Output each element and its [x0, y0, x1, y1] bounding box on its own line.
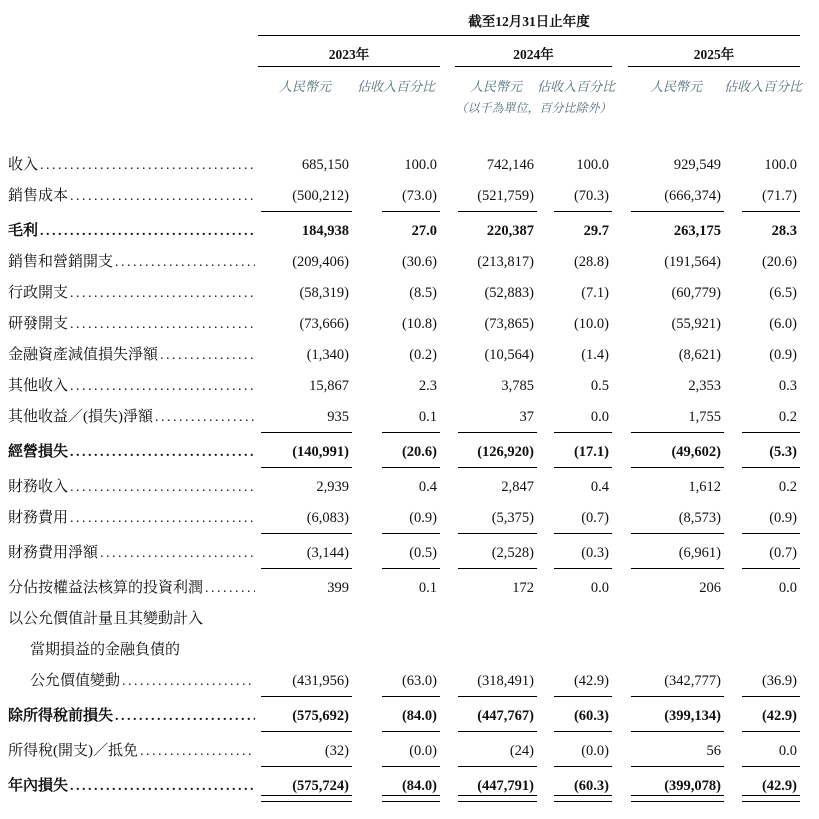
value-cell: (0.9): [769, 347, 797, 363]
row-label-text: 當期損益的金融負債的: [30, 642, 181, 658]
row-label-text: 研發開支: [8, 316, 69, 332]
dotted-leader: [115, 701, 255, 732]
value-cell: (431,956): [258, 666, 352, 697]
value-cell: (209,406): [292, 254, 349, 270]
col-header-amount-2025: 人民幣元: [649, 79, 702, 94]
column-headers-row: [8, 76, 803, 95]
value-cell: (5,375): [455, 503, 537, 534]
table-row: [8, 736, 800, 767]
row-label: [8, 472, 258, 503]
dotted-leader: [70, 371, 255, 402]
value-cell: (191,564): [664, 254, 721, 270]
value-cell: (500,212): [258, 181, 352, 212]
value-cell: (17.1): [537, 437, 612, 468]
row-label: [8, 604, 258, 635]
row-label-text: 其他收益／(損失)淨額: [8, 409, 153, 425]
table-row: [8, 771, 800, 802]
value-cell: 263,175: [673, 223, 721, 239]
value-cell: (0.9): [724, 503, 800, 534]
value-cell: (342,777): [628, 666, 724, 697]
value-cell: 15,867: [309, 378, 349, 394]
row-label: [8, 309, 258, 340]
row-label: [8, 402, 258, 433]
value-cell: (0.5): [352, 538, 440, 569]
value-cell: (1,340): [306, 347, 349, 363]
year-header-2024: 2024年: [455, 43, 612, 67]
value-cell: 184,938: [301, 223, 349, 239]
row-label-text: 分佔按權益法核算的投資利潤: [8, 580, 204, 596]
value-cell: 2,353: [688, 378, 721, 394]
dotted-leader: [155, 402, 255, 433]
value-cell: (52,883): [484, 285, 534, 301]
row-label: [8, 371, 258, 402]
value-cell: (0.9): [352, 503, 440, 534]
table-row: [8, 309, 800, 340]
table-header: [8, 10, 803, 116]
year-header-2023: 2023年: [258, 43, 440, 67]
value-cell: 0.3: [778, 378, 797, 394]
value-cell: 56: [628, 736, 724, 767]
dotted-leader: [115, 247, 255, 278]
value-cell: 2.3: [418, 378, 437, 394]
value-cell: (73,865): [484, 316, 534, 332]
table-row: [8, 278, 800, 309]
row-label-text: 毛利: [8, 223, 39, 239]
value-cell: (71.7): [724, 181, 800, 212]
value-cell: (60,779): [671, 285, 721, 301]
table-row: [8, 437, 800, 468]
value-cell: (3,144): [258, 538, 352, 569]
value-cell: (6,083): [258, 503, 352, 534]
table-row: [8, 666, 800, 697]
row-label: [8, 771, 258, 802]
value-cell: (60.3): [537, 701, 612, 732]
value-cell: (20.6): [352, 437, 440, 468]
value-cell: (0.2): [409, 347, 437, 363]
value-cell: (8,621): [678, 347, 721, 363]
value-cell: 0.0: [778, 580, 797, 596]
value-cell: (7.1): [581, 285, 609, 301]
col-header-amount-2023: 人民幣元: [278, 79, 331, 94]
value-cell: (521,759): [455, 181, 537, 212]
value-cell: (10.0): [573, 316, 609, 332]
value-cell: 1,612: [688, 479, 721, 495]
row-label: [8, 247, 258, 278]
value-cell: 27.0: [411, 223, 437, 239]
row-label: [8, 736, 258, 767]
value-cell: (2,528): [455, 538, 537, 569]
row-label-text: 銷售成本: [8, 188, 69, 204]
value-cell: (575,724): [258, 771, 352, 802]
value-cell: (63.0): [352, 666, 440, 697]
value-cell: (6,961): [628, 538, 724, 569]
value-cell: (447,791): [455, 771, 537, 802]
dotted-leader: [40, 216, 255, 247]
value-cell: (10.8): [401, 316, 437, 332]
value-cell: 2,939: [316, 479, 349, 495]
value-cell: (28.8): [573, 254, 609, 270]
dotted-leader: [140, 736, 255, 767]
value-cell: (0.0): [352, 736, 440, 767]
income-statement-table-body: [8, 150, 800, 802]
value-cell: (213,817): [477, 254, 534, 270]
row-label-text: 行政開支: [8, 285, 69, 301]
value-cell: (24): [455, 736, 537, 767]
row-label-text: 年內損失: [8, 778, 69, 794]
table-row: [8, 181, 800, 212]
row-label: [8, 340, 258, 371]
value-cell: (399,078): [628, 771, 724, 802]
value-cell: 0.0: [724, 736, 800, 767]
row-label: [8, 437, 258, 468]
dotted-leader: [70, 437, 255, 468]
dotted-leader: [122, 666, 255, 697]
value-cell: 172: [512, 580, 534, 596]
dotted-leader: [70, 181, 255, 212]
row-label: [8, 150, 258, 181]
value-cell: (5.3): [724, 437, 800, 468]
row-label-text: 財務費用淨額: [8, 545, 99, 561]
value-cell: (399,134): [628, 701, 724, 732]
value-cell: (84.0): [352, 701, 440, 732]
table-row: [8, 604, 800, 635]
value-cell: (58,319): [299, 285, 349, 301]
value-cell: (0.0): [537, 736, 612, 767]
row-label-text: 公允價值變動: [30, 673, 121, 689]
value-cell: 0.2: [724, 402, 800, 433]
dotted-leader: [205, 573, 255, 604]
value-cell: 399: [327, 580, 349, 596]
value-cell: (55,921): [671, 316, 721, 332]
value-cell: (8.5): [409, 285, 437, 301]
value-cell: 28.3: [771, 223, 797, 239]
table-row: [8, 402, 800, 433]
value-cell: (0.3): [537, 538, 612, 569]
table-row: [8, 150, 800, 181]
unit-note-row: [8, 95, 800, 116]
table-row: [8, 701, 800, 732]
value-cell: (0.7): [537, 503, 612, 534]
value-cell: (447,767): [455, 701, 537, 732]
table-row: [8, 573, 800, 604]
row-label: [8, 278, 258, 309]
row-label-text: 以公允價值計量且其變動計入: [8, 611, 204, 627]
table-row: [8, 371, 800, 402]
row-label: [8, 216, 258, 247]
value-cell: 0.1: [352, 402, 440, 433]
col-header-percent-2023: 佔收入百分比: [356, 79, 435, 94]
row-label-text: 銷售和營銷開支: [8, 254, 114, 270]
dotted-leader: [100, 538, 255, 569]
row-label-text: 財務收入: [8, 479, 69, 495]
table-row: [8, 538, 800, 569]
dotted-leader: [70, 278, 255, 309]
value-cell: 100.0: [404, 157, 437, 173]
dotted-leader: [40, 150, 255, 181]
value-cell: (0.7): [724, 538, 800, 569]
table-row: [8, 503, 800, 534]
value-cell: 685,150: [301, 157, 349, 173]
value-cell: (318,491): [455, 666, 537, 697]
value-cell: 220,387: [486, 223, 534, 239]
value-cell: 100.0: [764, 157, 797, 173]
value-cell: 935: [258, 402, 352, 433]
unit-note: （以千為單位，百分比除外）: [455, 101, 612, 115]
value-cell: (49,602): [628, 437, 724, 468]
value-cell: 206: [699, 580, 721, 596]
dotted-leader: [70, 771, 255, 802]
table-row: [8, 216, 800, 247]
row-label-text: 金融資產減值損失淨額: [8, 347, 159, 363]
value-cell: 1,755: [628, 402, 724, 433]
row-label-text: 收入: [8, 157, 39, 173]
value-cell: (73,666): [299, 316, 349, 332]
row-label-text: 其他收入: [8, 378, 69, 394]
row-label: [8, 635, 258, 666]
value-cell: 0.4: [418, 479, 437, 495]
dotted-leader: [160, 340, 255, 371]
value-cell: (60.3): [537, 771, 612, 802]
row-label-text: 所得稅(開支)／抵免: [8, 743, 138, 759]
col-header-percent-2024: 佔收入百分比: [537, 79, 616, 94]
year-header-2025: 2025年: [628, 43, 800, 67]
row-label: [8, 666, 258, 697]
row-label-text: 除所得稅前損失: [8, 708, 114, 724]
row-label: [8, 503, 258, 534]
row-label: [8, 701, 258, 732]
value-cell: (140,991): [258, 437, 352, 468]
value-cell: (70.3): [537, 181, 612, 212]
value-cell: 929,549: [673, 157, 721, 173]
value-cell: 0.1: [418, 580, 437, 596]
row-label-text: 經營損失: [8, 444, 69, 460]
value-cell: 100.0: [576, 157, 609, 173]
col-header-amount-2024: 人民幣元: [469, 79, 522, 94]
value-cell: (666,374): [628, 181, 724, 212]
years-header-row: [8, 43, 800, 67]
period-header: 截至12月31日止年度: [258, 10, 800, 36]
period-header-row: [8, 10, 800, 36]
value-cell: (6.5): [769, 285, 797, 301]
value-cell: (20.6): [761, 254, 797, 270]
value-cell: (6.0): [769, 316, 797, 332]
value-cell: (73.0): [352, 181, 440, 212]
table-row: [8, 247, 800, 278]
value-cell: (32): [258, 736, 352, 767]
value-cell: 29.7: [583, 223, 609, 239]
value-cell: (42.9): [724, 771, 800, 802]
value-cell: 0.2: [778, 479, 797, 495]
value-cell: (42.9): [724, 701, 800, 732]
value-cell: (1.4): [581, 347, 609, 363]
row-label: [8, 181, 258, 212]
value-cell: 0.0: [590, 580, 609, 596]
row-label: [8, 573, 258, 604]
value-cell: 742,146: [486, 157, 534, 173]
value-cell: 0.0: [537, 402, 612, 433]
table-row: [8, 340, 800, 371]
value-cell: 2,847: [501, 479, 534, 495]
value-cell: 0.4: [590, 479, 609, 495]
dotted-leader: [70, 503, 255, 534]
value-cell: (126,920): [455, 437, 537, 468]
table-row: [8, 472, 800, 503]
row-label-text: 財務費用: [8, 510, 69, 526]
value-cell: 0.5: [590, 378, 609, 394]
dotted-leader: [70, 309, 255, 340]
value-cell: 37: [455, 402, 537, 433]
table-row: [8, 635, 800, 666]
value-cell: 3,785: [501, 378, 534, 394]
dotted-leader: [70, 472, 255, 503]
value-cell: (36.9): [724, 666, 800, 697]
value-cell: (84.0): [352, 771, 440, 802]
value-cell: (30.6): [401, 254, 437, 270]
row-label: [8, 538, 258, 569]
value-cell: (10,564): [484, 347, 534, 363]
value-cell: (575,692): [258, 701, 352, 732]
col-header-percent-2025: 佔收入百分比: [724, 79, 803, 94]
value-cell: (42.9): [537, 666, 612, 697]
value-cell: (8,573): [628, 503, 724, 534]
